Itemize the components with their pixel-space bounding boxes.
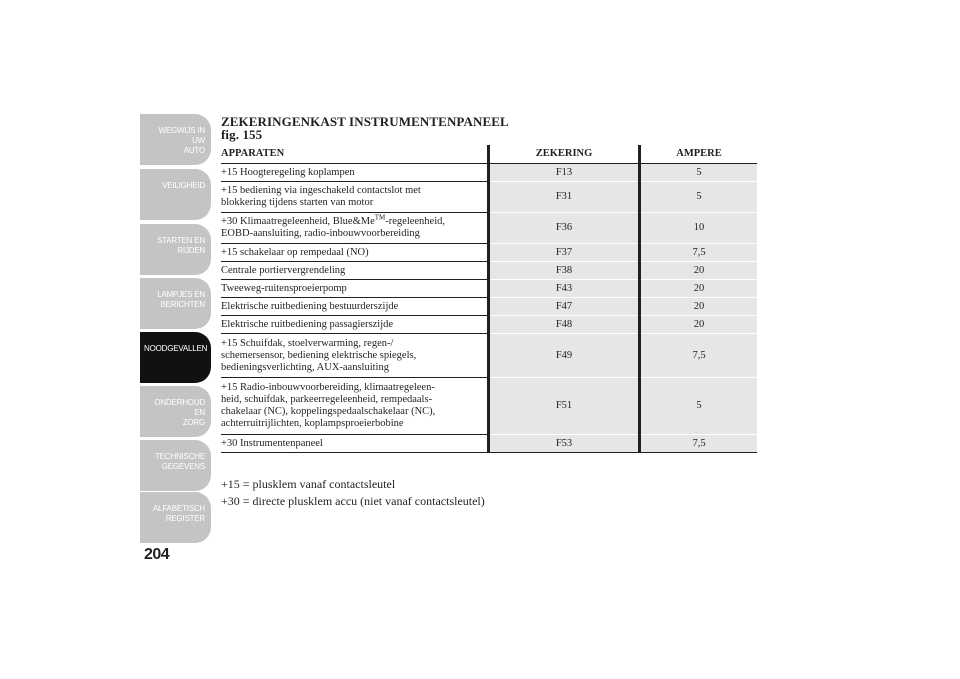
chapter-tab[interactable] (140, 169, 211, 220)
device-line: +30 Klimaatregeleenheid, Blue&Me™-regeleenheid, (221, 213, 446, 227)
table-row (221, 280, 757, 298)
page-number: 204 (144, 546, 170, 563)
device-cell (221, 298, 489, 316)
chapter-tab[interactable] (140, 224, 211, 275)
device-line: +15 Radio-inbouwvoorbereiding, klimaatregeleen- (221, 382, 435, 393)
table-row (221, 182, 757, 213)
section-title (221, 115, 509, 141)
device-line: Elektrische ruitbediening bestuurderszijde (221, 300, 399, 312)
footnote-15: +15 = plusklem vanaf contactsleutel (221, 477, 396, 491)
fuse-cell: F13 (489, 164, 640, 182)
column-header-devices: APPARATEN (221, 145, 489, 164)
fuse-cell: F43 (489, 280, 640, 298)
device-line: Tweeweg-ruitensproeierpomp (221, 282, 347, 294)
chapter-tab[interactable] (140, 114, 211, 165)
device-cell (221, 244, 489, 262)
column-header-fuse: ZEKERING (489, 145, 640, 164)
ampere-cell: 5 (640, 182, 758, 213)
table-row (221, 435, 757, 453)
chapter-tab-label: VEILIGHEID (162, 181, 205, 190)
fuse-cell: F53 (489, 435, 640, 453)
device-line: Elektrische ruitbediening passagierszijde (221, 318, 394, 330)
ampere-cell: 5 (640, 378, 758, 435)
fuse-cell: F47 (489, 298, 640, 316)
table-row (221, 298, 757, 316)
device-line: blokkering tijdens starten van motor (221, 197, 374, 208)
table-row (221, 334, 757, 378)
table-row (221, 244, 757, 262)
device-line: achterruitrijlichten, koplampsproeierbobine (221, 418, 404, 429)
device-line: bedieningsverlichting, AUX-aansluiting (221, 361, 389, 373)
fuse-cell: F51 (489, 378, 640, 435)
fuse-cell: F31 (489, 182, 640, 213)
fuse-table-header (221, 145, 757, 164)
device-line: Centrale portiervergrendeling (221, 264, 346, 276)
chapter-tab-label: NOODGEVALLEN (144, 344, 208, 353)
chapter-tab-label: STARTEN EN (157, 236, 205, 245)
table-row (221, 164, 757, 182)
chapter-tab-label: REGISTER (165, 514, 205, 523)
ampere-cell: 5 (640, 164, 758, 182)
chapter-tab-label: LAMPJES EN (157, 290, 205, 299)
figure-reference: fig. 155 (221, 127, 263, 142)
device-cell (221, 378, 489, 435)
chapter-tab[interactable] (140, 440, 211, 491)
fuse-cell: F37 (489, 244, 640, 262)
column-header-ampere: AMPERE (640, 145, 758, 164)
ampere-cell: 7,5 (640, 244, 758, 262)
device-cell (221, 262, 489, 280)
device-line: +15 schakelaar op rempedaal (NO) (221, 246, 369, 258)
chapter-tab-label: GEGEVENS (161, 462, 205, 471)
device-line: +30 Instrumentenpaneel (221, 437, 323, 449)
ampere-cell: 20 (640, 262, 758, 280)
chapter-tab-label: ONDERHOUD EN (154, 398, 205, 417)
device-cell (221, 182, 489, 213)
ampere-cell: 20 (640, 316, 758, 334)
device-line: chakelaar (NC), koppelingspedaalschakelaar (NC), (221, 406, 436, 417)
footnotes (221, 476, 485, 510)
chapter-tab-label: ALFABETISCH (152, 504, 205, 513)
chapter-tab[interactable] (140, 492, 211, 543)
table-row (221, 213, 757, 244)
ampere-cell: 7,5 (640, 435, 758, 453)
device-line: schemersensor, bediening elektrische spiegels, (221, 349, 417, 361)
chapter-tab-label: AUTO (183, 146, 205, 155)
ampere-cell: 7,5 (640, 334, 758, 378)
fuse-cell: F36 (489, 213, 640, 244)
table-row (221, 378, 757, 435)
fuse-cell: F49 (489, 334, 640, 378)
ampere-cell: 20 (640, 280, 758, 298)
device-cell (221, 213, 489, 244)
chapter-tab[interactable] (140, 386, 211, 437)
device-line: +15 Schuifdak, stoelverwarming, regen-/ (221, 337, 394, 349)
ampere-cell: 10 (640, 213, 758, 244)
fuse-table (221, 145, 757, 453)
chapter-tab[interactable] (140, 332, 211, 383)
section-heading: ZEKERINGENKAST INSTRUMENTENPANEEL (221, 114, 509, 129)
chapter-tab[interactable] (140, 278, 211, 329)
device-cell (221, 280, 489, 298)
chapter-tab-label: WEGWIJS IN UW (158, 126, 205, 145)
table-row (221, 262, 757, 280)
device-line: +15 bediening via ingeschakeld contactslot met (221, 185, 421, 196)
table-row (221, 316, 757, 334)
device-cell (221, 334, 489, 378)
chapter-tab-label: TECHNISCHE (154, 452, 205, 461)
chapter-tab-label: RIJDEN (177, 246, 205, 255)
device-line: heid, schuifdak, parkeerregeleenheid, rempedaals- (221, 394, 433, 405)
footnote-30: +30 = directe plusklem accu (niet vanaf contactsleutel) (221, 494, 485, 508)
device-line: EOBD-aansluiting, radio-inbouwvoorbereiding (221, 228, 420, 239)
chapter-tab-label: ZORG (182, 418, 205, 427)
fuse-cell: F38 (489, 262, 640, 280)
ampere-cell: 20 (640, 298, 758, 316)
device-cell (221, 164, 489, 182)
chapter-tab-label: BERICHTEN (160, 300, 205, 309)
device-line: +15 Hoogteregeling koplampen (221, 166, 355, 178)
device-cell (221, 316, 489, 334)
device-cell (221, 435, 489, 453)
fuse-cell: F48 (489, 316, 640, 334)
